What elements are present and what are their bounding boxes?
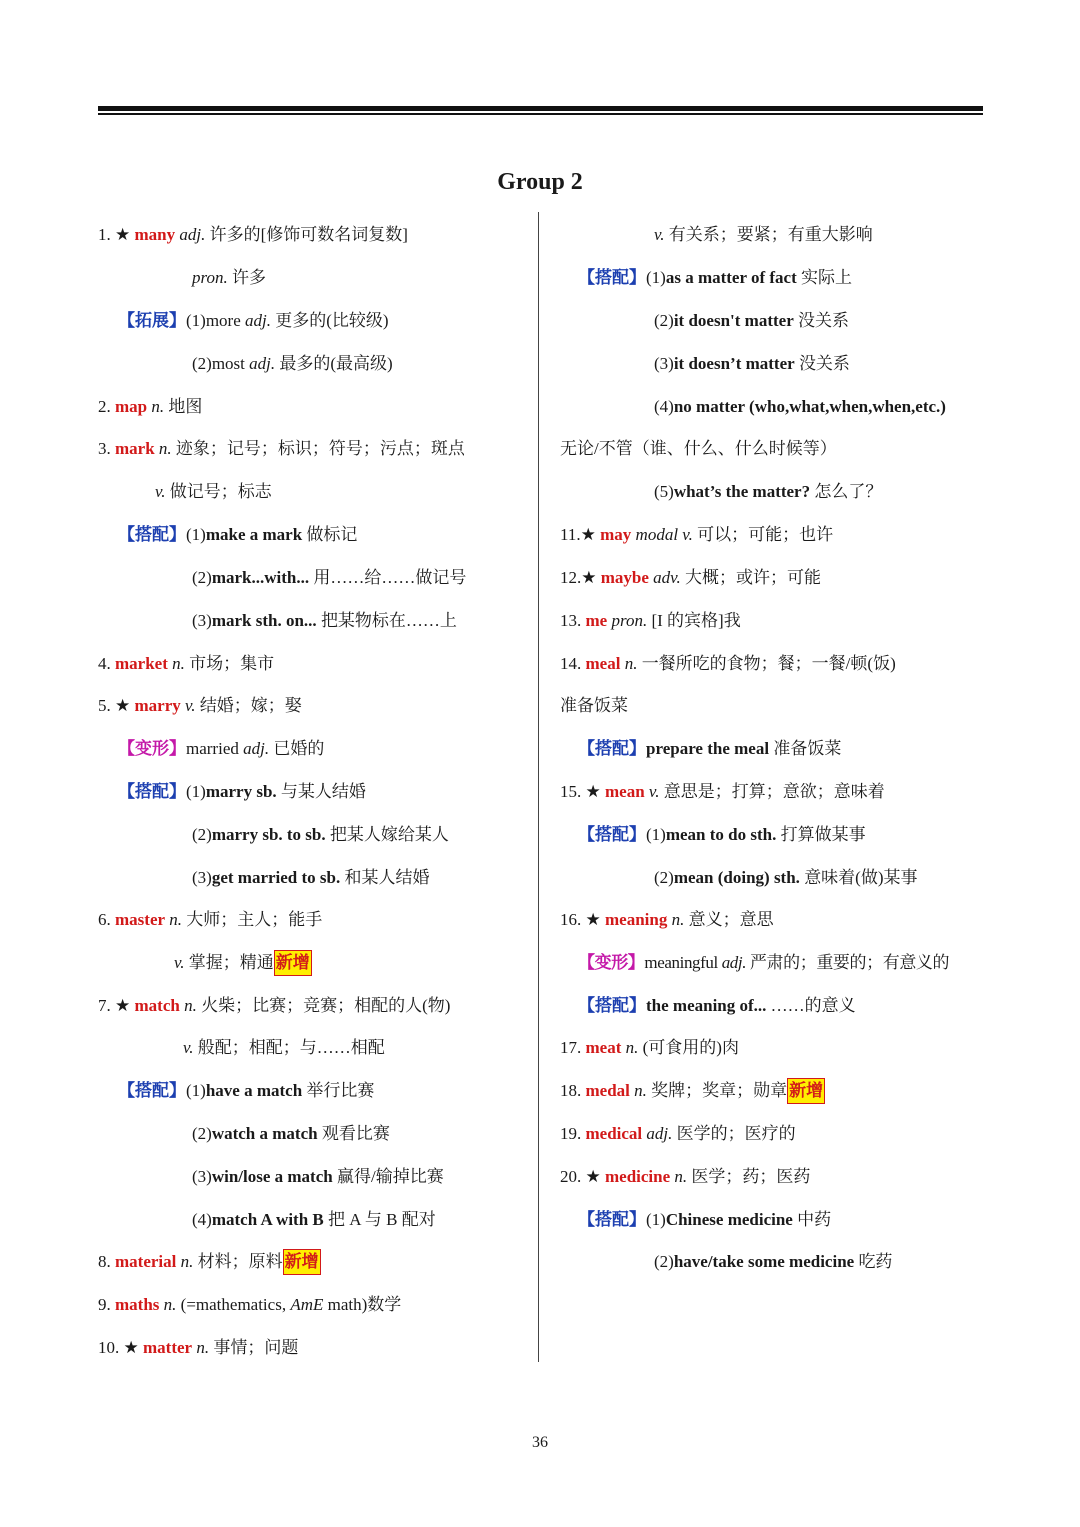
entry-line: 【搭配】the meaning of... ……的意义: [578, 996, 856, 1015]
entry-maybe: 12.★ maybe adv. 大概；或许；可能: [560, 568, 821, 587]
entry-me: 13. me pron. [I 的宾格]我: [560, 611, 741, 630]
entry-map: 2. map n. 地图: [98, 397, 203, 416]
entry-line: v. 做记号；标志: [155, 482, 272, 501]
star-icon: ★: [115, 996, 131, 1015]
entry-meaning: 16. ★ meaning n. 意义；意思: [560, 910, 774, 929]
tag-label: 【拓展】: [118, 311, 186, 330]
entry-line: 【搭配】(1)mean to do sth. 打算做某事: [578, 825, 866, 844]
tag-label: 【搭配】: [118, 525, 186, 544]
entry-line: 【搭配】(1)marry sb. 与某人结婚: [118, 782, 366, 801]
entry-market: 4. market n. 市场；集市: [98, 654, 275, 673]
tag-label: 【搭配】: [578, 268, 646, 287]
entry-line: (5)what’s the matter? 怎么了？: [654, 482, 883, 501]
column-divider: [538, 212, 539, 1362]
star-icon: ★: [123, 1338, 139, 1357]
tag-label: 【搭配】: [118, 782, 186, 801]
entry-mean: 15. ★ mean v. 意思是；打算；意欲；意味着: [560, 782, 885, 801]
entry-mark: 3. mark n. 迹象；记号；标识；符号；污点；斑点: [98, 439, 465, 458]
entry-matter: 10. ★ matter n. 事情；问题: [98, 1338, 299, 1357]
entry-marry: 5. ★ marry v. 结婚；嫁；娶: [98, 696, 302, 715]
entry-line: 【变形】married adj. 已婚的: [118, 739, 325, 758]
tag-label: 【变形】: [118, 739, 186, 758]
entry-line: (2)watch a match 观看比赛: [192, 1124, 390, 1143]
entry-line: 【搭配】(1)have a match 举行比赛: [118, 1081, 375, 1100]
tag-label: 【搭配】: [578, 996, 646, 1015]
entry-medicine: 20. ★ medicine n. 医学；药；医药: [560, 1167, 811, 1186]
star-icon: ★: [581, 568, 597, 587]
star-icon: ★: [115, 696, 131, 715]
entry-maths: 9. maths n. (=mathematics, AmE math)数学: [98, 1295, 402, 1314]
entry-line: (2)marry sb. to sb. 把某人嫁给某人: [192, 825, 449, 844]
entry-many: 1. ★ many adj. 许多的[修饰可数名词复数]: [98, 225, 408, 244]
entry-line: (2)mark...with... 用……给……做记号: [192, 568, 467, 587]
entry-meal: 14. meal n. 一餐所吃的食物；餐；一餐/顿(饭): [560, 654, 896, 673]
entry-line: (4)no matter (who,what,when,when,etc.): [654, 397, 946, 416]
entry-line: (3)mark sth. on... 把某物标在……上: [192, 611, 457, 630]
tag-label: 【搭配】: [578, 1210, 646, 1229]
entry-medal: 18. medal n. 奖牌；奖章；勋章 新增: [560, 1078, 825, 1104]
entry-line: pron. 许多: [192, 268, 266, 287]
header-rule-thick: [98, 106, 983, 111]
entry-material: 8. material n. 材料；原料 新增: [98, 1249, 321, 1275]
entry-line: (2)have/take some medicine 吃药: [654, 1252, 893, 1271]
tag-label: 【变形】: [578, 953, 645, 972]
entry-line: (4)match A with B 把 A 与 B 配对: [192, 1210, 436, 1229]
entry-line: 【搭配】(1)Chinese medicine 中药: [578, 1210, 832, 1229]
new-badge: 新增: [283, 1249, 321, 1275]
entry-line: 【搭配】prepare the meal 准备饭菜: [578, 739, 842, 758]
entry-line: 【搭配】(1)make a mark 做标记: [118, 525, 358, 544]
entry-line: v. 有关系；要紧；有重大影响: [654, 225, 873, 244]
page-number: 36: [532, 1434, 548, 1451]
entry-meat: 17. meat n. (可食用的)肉: [560, 1038, 739, 1057]
entry-line: (2)most adj. 最多的(最高级): [192, 354, 393, 373]
entry-line: 【变形】meaningful adj. 严肃的；重要的；有意义的: [578, 953, 950, 972]
tag-label: 【搭配】: [578, 825, 646, 844]
star-icon: ★: [585, 782, 601, 801]
star-icon: ★: [580, 525, 596, 544]
entry-line: (3)get married to sb. 和某人结婚: [192, 868, 430, 887]
entry-line: v. 般配；相配；与……相配: [183, 1038, 385, 1057]
new-badge: 新增: [787, 1078, 825, 1104]
entry-line: (3)it doesn’t matter 没关系: [654, 354, 850, 373]
entry-line: (2)it doesn't matter 没关系: [654, 311, 849, 330]
star-icon: ★: [115, 225, 131, 244]
entry-match: 7. ★ match n. 火柴；比赛；竞赛；相配的人(物): [98, 996, 451, 1015]
entry-line: 准备饭菜: [560, 696, 628, 715]
tag-label: 【搭配】: [118, 1081, 186, 1100]
entry-line: v. 掌握；精通 新增: [174, 950, 312, 976]
entry-may: 11.★ may modal v. 可以；可能；也许: [560, 525, 834, 544]
entry-line: (3)win/lose a match 赢得/输掉比赛: [192, 1167, 444, 1186]
entry-medical: 19. medical adj. 医学的；医疗的: [560, 1124, 796, 1143]
tag-label: 【搭配】: [578, 739, 646, 758]
star-icon: ★: [585, 1167, 601, 1186]
entry-line: (2)mean (doing) sth. 意味着(做)某事: [654, 868, 918, 887]
entry-master: 6. master n. 大师；主人；能手: [98, 910, 323, 929]
entry-line: 【拓展】(1)more adj. 更多的(比较级): [118, 311, 389, 330]
entry-line: 无论/不管（谁、什么、什么时候等）: [560, 439, 837, 458]
entry-line: 【搭配】(1)as a matter of fact 实际上: [578, 268, 852, 287]
star-icon: ★: [585, 910, 601, 929]
page-title: Group 2: [497, 169, 583, 195]
header-rule-thin: [98, 113, 983, 115]
new-badge: 新增: [274, 950, 312, 976]
